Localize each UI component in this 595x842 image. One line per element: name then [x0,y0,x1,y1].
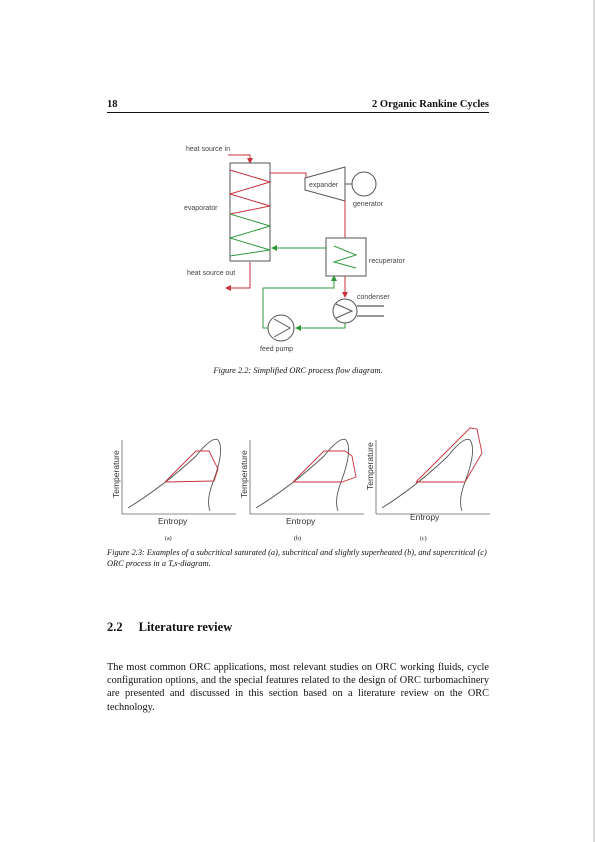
label-heat-source-in: heat source in [186,146,230,153]
label-generator: generator [353,201,383,208]
ts-diagrams [107,425,493,543]
panel-a [111,439,236,542]
running-head [107,99,489,113]
panel-c-xlabel: Entropy [410,512,440,522]
label-evaporator: evaporator [184,205,218,212]
label-condenser: condenser [357,294,390,301]
panel-a-tag: (a) [165,536,172,542]
panel-b [239,439,364,542]
label-recuperator: recuperator [369,258,405,265]
panel-c-tag: (c) [420,536,427,542]
panel-b-tag: (b) [294,536,301,542]
condenser [333,299,384,323]
section-title: Literature review [138,620,233,634]
section-heading [107,620,232,635]
panel-b-xlabel: Entropy [286,516,316,526]
panel-b-ylabel: Temperature [239,450,249,498]
body-paragraph: The most common ORC applications, most relevant studies on ORC working fluids, cycle configuration options, and the special features related to the design of ORC turbomachinery are presented and discussed in this section based on a literature review on the ORC technology. [107,662,489,713]
label-feed-pump: feed pump [260,346,294,353]
evaporator [230,163,270,261]
label-heat-source-out: heat source out [187,270,236,277]
orc-flow-diagram [170,133,430,358]
recuperator [326,238,366,276]
figure-2-2-caption: Figure 2.2: Simplified ORC process flow diagram. [213,366,383,375]
page-number: 18 [107,99,118,110]
panel-a-xlabel: Entropy [158,516,188,526]
feed-pump [268,315,294,341]
section-number: 2.2 [107,620,123,634]
panel-a-ylabel: Temperature [111,450,121,498]
panel-c [365,428,490,542]
generator [352,172,376,196]
chapter-title: 2 Organic Rankine Cycles [372,99,489,110]
label-expander: expander [309,182,339,189]
figure-2-3-caption: Figure 2.3: Examples of a subcritical saturated (a), subcritical and slightly superheated (b), and supercritical (c) ORC process in a T,s-diagram. [107,548,487,568]
panel-c-ylabel: Temperature [365,442,375,490]
